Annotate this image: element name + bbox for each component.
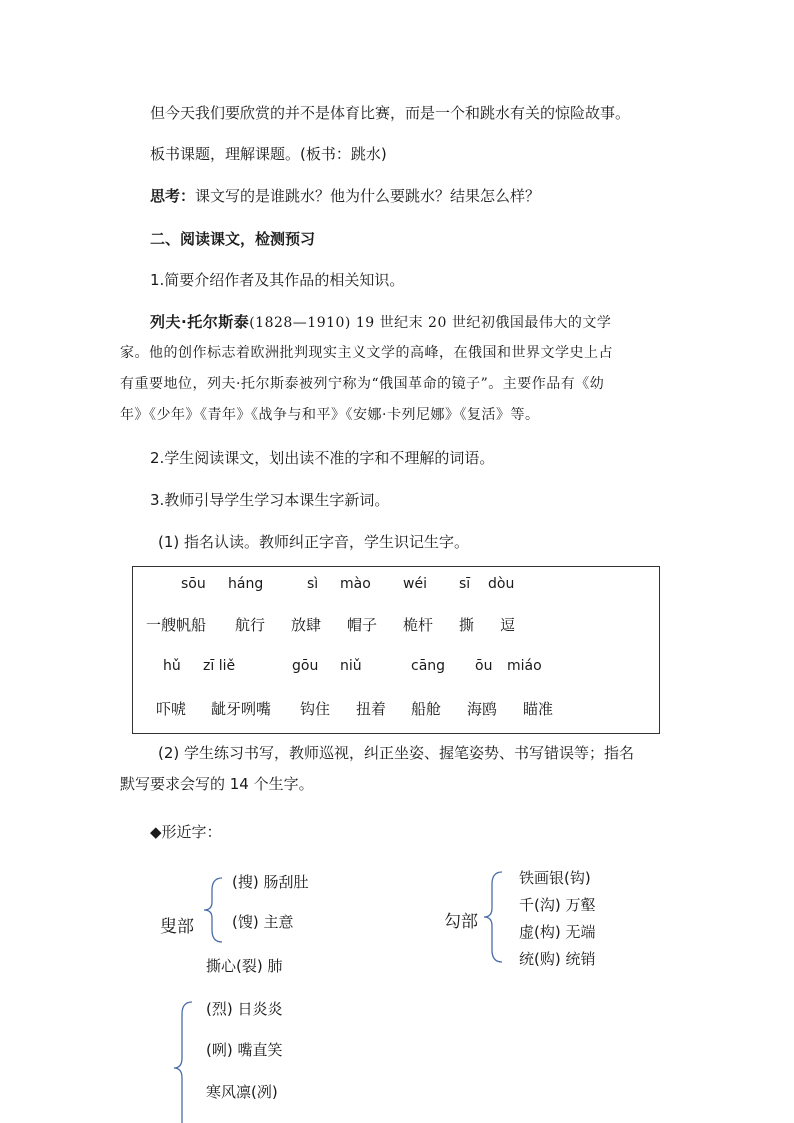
word-1-6: 撕 [459, 616, 475, 634]
think-label: 思考： [150, 187, 196, 205]
group3-item-2: (咧) 嘴直笑 [206, 1041, 283, 1059]
group2-item-2: 千(沟) 万壑 [519, 896, 596, 914]
word-2-7: 瞄准 [523, 700, 554, 718]
word-1-1: 一艘帆船 [146, 616, 207, 634]
group1-label: 叟部 [160, 917, 194, 937]
think-paragraph [150, 185, 540, 206]
word-1-5: 桅杆 [403, 616, 434, 634]
similar-heading: ◆形近字： [150, 823, 222, 841]
pinyin-2-1: hǔ [163, 658, 181, 674]
intro-line-2: 板书课题，理解课题。(板书：跳水) [150, 145, 387, 163]
group3-item-1: (烈) 日炎炎 [206, 1000, 283, 1018]
pinyin-1-3: sì [307, 576, 319, 592]
word-2-3: 钩住 [300, 700, 331, 718]
pinyin-1-4: mào [340, 576, 371, 592]
pinyin-1-1: sōu [181, 576, 206, 592]
group1-item-1: (搜) 肠刮肚 [232, 873, 309, 891]
pinyin-2-4: niǔ [340, 658, 362, 674]
word-2-5: 船舱 [411, 700, 442, 718]
pinyin-2-7: miáo [507, 658, 542, 674]
pinyin-1-7: dòu [488, 576, 515, 592]
pinyin-2-6: ōu [475, 658, 493, 674]
group1-extra: 撕心(裂) 肺 [206, 957, 283, 975]
word-2-6: 海鸥 [467, 700, 498, 718]
group2-item-3: 虚(构) 无端 [519, 923, 596, 941]
word-1-3: 放肆 [291, 616, 322, 634]
author-line-1-text: (1828—1910) 19 世纪末 20 世纪初俄国最伟大的文学 [249, 315, 612, 331]
word-2-4: 扭着 [356, 700, 387, 718]
group3-brace-icon [170, 1000, 196, 1123]
pinyin-1-5: wéi [403, 576, 427, 592]
group2-label: 勾部 [444, 912, 478, 932]
author-line-2: 家。他的创作标志着欧洲批判现实主义文学的高峰，在俄国和世界文学史上占 [120, 345, 613, 361]
group1-item-2: (馊) 主意 [232, 913, 294, 931]
item-2: 2.学生阅读课文，划出读不准的字和不理解的词语。 [150, 449, 495, 467]
pinyin-2-5: cāng [411, 658, 446, 674]
pinyin-1-2: háng [228, 576, 264, 592]
word-2-2: 龇牙咧嘴 [211, 700, 272, 718]
group3-item-3: 寒风凛(冽) [206, 1083, 278, 1101]
author-line-1 [150, 311, 611, 332]
pinyin-2-2: zī liě [203, 658, 236, 674]
author-line-4: 年》《少年》《青年》《战争与和平》《安娜·卡列尼娜》《复活》等。 [120, 407, 540, 423]
pinyin-2-3: gōu [292, 658, 319, 674]
sub-item-2-line-2: 默写要求会写的 14 个生字。 [120, 775, 314, 793]
item-1: 1.简要介绍作者及其作品的相关知识。 [150, 271, 405, 289]
section-heading: 二、阅读课文，检测预习 [150, 230, 316, 248]
word-1-2: 航行 [235, 616, 266, 634]
group2-item-4: 统(购) 统销 [519, 950, 596, 968]
word-2-1: 吓唬 [156, 700, 187, 718]
sub-item-2-line-1: (2) 学生练习书写，教师巡视，纠正坐姿、握笔姿势、书写错误等；指名 [158, 744, 635, 762]
think-text: 课文写的是谁跳水？他为什么要跳水？结果怎么样？ [195, 187, 541, 205]
word-1-7: 逗 [500, 616, 516, 634]
group2-item-1: 铁画银(钩) [519, 869, 591, 887]
word-1-4: 帽子 [347, 616, 378, 634]
item-3: 3.教师引导学生学习本课生字新词。 [150, 491, 390, 509]
author-line-3: 有重要地位，列夫·托尔斯泰被列宁称为“俄国革命的镜子”。主要作品有《幼 [120, 376, 605, 392]
pinyin-1-6: sī [459, 576, 471, 592]
author-name: 列夫·托尔斯泰 [150, 313, 250, 331]
group2-brace-icon [480, 870, 506, 964]
group1-brace-icon [200, 876, 226, 944]
sub-item-1: (1) 指名认读。教师纠正字音，学生识记生字。 [158, 533, 470, 551]
intro-line-1: 但今天我们要欣赏的并不是体育比赛，而是一个和跳水有关的惊险故事。 [150, 104, 631, 122]
